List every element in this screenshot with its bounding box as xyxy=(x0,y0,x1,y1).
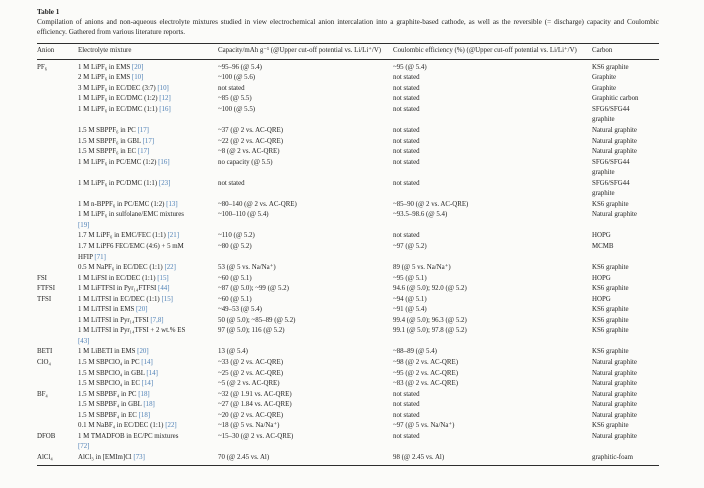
anion-cell xyxy=(37,231,78,242)
data-table xyxy=(37,43,659,466)
anion-cell xyxy=(37,400,78,411)
anion-cell xyxy=(37,147,78,158)
efficiency-cell: ~83 (@ 2 vs. AC-QRE) xyxy=(393,380,459,388)
electrolyte-cell: 1 M LiPF₆ in EMS [20] xyxy=(78,63,144,71)
anion-cell: ClO₄ xyxy=(37,359,51,367)
anion-cell xyxy=(37,421,78,432)
col-header-efficiency: Coulombic efficiency (%) (@Upper cut-off potential vs. Li/Li⁺/V) xyxy=(393,47,577,55)
table-row xyxy=(37,347,659,358)
table-row xyxy=(37,379,659,390)
electrolyte-cell: 1.5 M SBPBF₄ in PC [18] xyxy=(78,390,150,398)
table-row xyxy=(37,231,659,242)
carbon-cell: HOPG xyxy=(592,295,611,303)
carbon-cell: Natural graphite xyxy=(592,390,637,398)
citation-link[interactable]: [44] xyxy=(158,285,170,293)
carbon-cell: Natural graphite xyxy=(592,359,637,367)
efficiency-cell: not stated xyxy=(393,126,420,134)
efficiency-cell: ~98 (@ 2 vs. AC-QRE) xyxy=(393,359,459,367)
citation-link[interactable]: [14] xyxy=(141,359,153,367)
citation-link[interactable]: [71] xyxy=(94,253,106,261)
citation-link[interactable]: [22] xyxy=(165,422,177,430)
citation-link[interactable]: [15] xyxy=(161,295,173,303)
efficiency-cell: not stated xyxy=(393,401,420,409)
citation-link[interactable]: [15] xyxy=(157,274,169,282)
carbon-cell: KS6 graphite xyxy=(592,285,629,293)
capacity-cell: ~32 (@ 1.91 vs. AC-QRE) xyxy=(218,390,292,398)
efficiency-cell: not stated xyxy=(393,137,420,145)
anion-cell xyxy=(37,379,78,390)
table-row xyxy=(37,284,659,295)
citation-link[interactable]: [18] xyxy=(138,411,151,419)
col-header-electrolyte: Electrolyte mixture xyxy=(78,47,132,55)
carbon-cell: Graphitic carbon xyxy=(592,95,639,103)
capacity-cell: ~5 (@ 2 vs. AC-QRE) xyxy=(218,380,280,388)
efficiency-cell: not stated xyxy=(393,179,420,187)
efficiency-cell: 99.1 (@ 5.0); 97.8 (@ 5.2) xyxy=(393,327,467,335)
efficiency-cell: not stated xyxy=(393,74,420,82)
carbon-cell: Natural graphite xyxy=(592,211,637,219)
capacity-cell: ~8 (@ 2 vs. AC-QRE) xyxy=(218,148,280,156)
citation-link[interactable]: [23] xyxy=(158,179,171,187)
citation-link[interactable]: [18] xyxy=(143,401,155,409)
citation-link[interactable]: [20] xyxy=(131,63,144,71)
electrolyte-cell: 1 M LiPF₆ in sulfolane/EMC mixtures [19] xyxy=(78,211,184,229)
citation-link[interactable]: [72] xyxy=(78,443,90,451)
carbon-cell: Graphite xyxy=(592,84,617,92)
table-row xyxy=(37,453,659,466)
table-row xyxy=(37,147,659,158)
anion-cell xyxy=(37,369,78,380)
carbon-cell: Natural graphite xyxy=(592,148,637,156)
carbon-cell: Natural graphite xyxy=(592,137,637,145)
electrolyte-cell: 1 M LiTFSI in EC/DEC (1:1) [15] xyxy=(78,295,173,303)
capacity-cell: ~20 (@ 2 vs. AC-QRE) xyxy=(218,411,284,419)
electrolyte-cell: 1 M LiTFSI in Pyr₁₄TFSI + 2 wt.% ES [43] xyxy=(78,327,186,345)
electrolyte-cell: 1.5 M SBPBF₄ in GBL [18] xyxy=(78,401,155,409)
electrolyte-cell: 0.5 M NaPF₆ in EC/DEC (1:1) [22] xyxy=(78,264,176,272)
carbon-cell: KS6 graphite xyxy=(592,327,629,335)
efficiency-cell: not stated xyxy=(393,84,420,92)
header-row xyxy=(37,44,659,60)
anion-cell xyxy=(37,210,78,231)
efficiency-cell: ~95 (@ 5.1) xyxy=(393,274,427,282)
carbon-cell: KS6 graphite xyxy=(592,348,629,356)
carbon-cell: Natural graphite xyxy=(592,432,637,440)
anion-cell xyxy=(37,305,78,316)
citation-link[interactable]: [17] xyxy=(142,137,155,145)
capacity-cell: 97 (@ 5.0); 116 (@ 5.2) xyxy=(218,327,285,335)
capacity-cell: 13 (@ 5.4) xyxy=(218,348,248,356)
efficiency-cell: 94.6 (@ 5.0); 92.0 (@ 5.2) xyxy=(393,285,467,293)
table-row xyxy=(37,137,659,148)
citation-link[interactable]: [14] xyxy=(141,380,154,388)
citation-link[interactable]: [14] xyxy=(146,369,158,377)
col-header-anion: Anion xyxy=(37,47,55,55)
carbon-cell: KS6 graphite xyxy=(592,422,629,430)
electrolyte-cell: 1 M LiPF₆ in EC/DMC (1:1) [16] xyxy=(78,105,171,113)
electrolyte-cell: 1.5 M SBPPF₆ in PC [17] xyxy=(78,126,149,134)
capacity-cell: ~18 (@ 5 vs. Na/Na⁺) xyxy=(218,422,280,430)
table-row xyxy=(37,84,659,95)
efficiency-cell: not stated xyxy=(393,148,420,156)
electrolyte-cell: 1.5 M SBPClO₄ in PC [14] xyxy=(78,359,153,367)
anion-cell: PF₆ xyxy=(37,63,48,71)
carbon-cell: HOPG xyxy=(592,274,611,282)
anion-cell: BF₄ xyxy=(37,390,48,398)
anion-cell xyxy=(37,84,78,95)
table-row xyxy=(37,179,659,200)
paper-table-region xyxy=(37,8,659,466)
table-body xyxy=(37,60,659,466)
anion-cell xyxy=(37,411,78,422)
capacity-cell: ~25 (@ 2 vs. AC-QRE) xyxy=(218,369,284,377)
citation-link[interactable]: [43] xyxy=(78,337,90,345)
capacity-cell: ~80–140 (@ 2 vs. AC-QRE) xyxy=(218,200,297,208)
table-row xyxy=(37,73,659,84)
table-row xyxy=(37,263,659,274)
anion-cell: FSI xyxy=(37,274,47,282)
efficiency-cell: ~91 (@ 5.4) xyxy=(393,306,427,314)
table-row xyxy=(37,210,659,231)
col-header-carbon: Carbon xyxy=(592,47,613,55)
citation-link[interactable]: [16] xyxy=(159,105,171,113)
citation-link[interactable]: [16] xyxy=(158,158,170,166)
capacity-cell: ~87 (@ 5.0); ~99 (@ 5.2) xyxy=(218,285,289,293)
efficiency-cell: ~88–89 (@ 5.4) xyxy=(393,348,437,356)
electrolyte-cell: 1 M LiFTFSI in Pyr₁₄FTFSI [44] xyxy=(78,285,170,293)
efficiency-cell: not stated xyxy=(393,232,420,240)
table-caption: Compilation of anions and non-aqueous electrolyte mixtures studied in view electrochemical anion intercalation into a graphite-based cathode, as well as the reversible (= discharge) capacity and Coulombic efficiency. Gathered from various literature reports. xyxy=(37,18,659,36)
efficiency-cell: ~85–90 (@ 2 vs. AC-QRE) xyxy=(393,200,469,208)
efficiency-cell: 89 (@ 5 vs. Na/Na⁺) xyxy=(393,264,451,272)
table-row xyxy=(37,105,659,126)
citation-link[interactable]: [12] xyxy=(159,95,171,103)
table-row xyxy=(37,326,659,347)
citation-link[interactable]: [18] xyxy=(138,390,150,398)
electrolyte-cell: 1.5 M SBPBF₄ in EC [18] xyxy=(78,411,151,419)
anion-cell xyxy=(37,158,78,179)
electrolyte-cell: 0.1 M NaBF₄ in EC/DEC (1:1) [22] xyxy=(78,422,177,430)
table-row xyxy=(37,126,659,137)
capacity-cell: no capacity (@ 5.5) xyxy=(218,158,273,166)
efficiency-cell: ~93.5–98.6 (@ 5.4) xyxy=(393,211,448,219)
electrolyte-cell: 1.5 M SBPPF₆ in GBL [17] xyxy=(78,137,155,145)
table-row xyxy=(37,60,659,74)
anion-cell xyxy=(37,326,78,347)
electrolyte-cell: 1 M TMADFOB in EC/PC mixtures [72] xyxy=(78,432,179,451)
anion-cell xyxy=(37,137,78,148)
capacity-cell: ~37 (@ 2 vs. AC-QRE) xyxy=(218,126,284,134)
carbon-cell: SFG6/SFG44 graphite xyxy=(592,158,630,177)
capacity-cell: ~49–53 (@ 5.4) xyxy=(218,306,262,314)
anion-cell: TFSI xyxy=(37,295,52,303)
table-row xyxy=(37,295,659,306)
capacity-cell: ~95–96 (@ 5.4) xyxy=(218,63,262,71)
efficiency-cell: ~95 (@ 2 vs. AC-QRE) xyxy=(393,369,459,377)
table-header xyxy=(37,44,659,60)
efficiency-cell: not stated xyxy=(393,411,420,419)
carbon-cell: graphitic-foam xyxy=(592,453,633,461)
carbon-cell: SFG6/SFG44 graphite xyxy=(592,179,630,198)
anion-cell xyxy=(37,94,78,105)
carbon-cell: KS6 graphite xyxy=(592,63,629,71)
electrolyte-cell: 2 M LiPF₆ in EMS [10] xyxy=(78,74,144,82)
carbon-cell: Natural graphite xyxy=(592,369,637,377)
efficiency-cell: not stated xyxy=(393,158,420,166)
efficiency-cell: ~97 (@ 5 vs. Na/Na⁺) xyxy=(393,422,455,430)
citation-link[interactable]: [7,8] xyxy=(150,316,164,324)
citation-link[interactable]: [73] xyxy=(133,453,145,461)
capacity-cell: not stated xyxy=(218,84,245,92)
efficiency-cell: 99.4 (@ 5.0); 96.3 (@ 5.2) xyxy=(393,316,467,324)
table-row xyxy=(37,390,659,401)
capacity-cell: ~33 (@ 2 vs. AC-QRE) xyxy=(218,359,284,367)
anion-cell xyxy=(37,200,78,211)
electrolyte-cell: 3 M LiPF₆ in EC/DEC (3:7) [10] xyxy=(78,84,169,92)
capacity-cell: ~60 (@ 5.1) xyxy=(218,274,252,282)
capacity-cell: ~27 (@ 1.84 vs. AC-QRE) xyxy=(218,401,292,409)
anion-cell: BETI xyxy=(37,348,53,356)
electrolyte-cell: 1.7 M LiPF₆ in EMC/FEC (1:1) [21] xyxy=(78,232,179,240)
electrolyte-cell: 1 M LiFSI in EC/DEC (1:1) [15] xyxy=(78,274,169,282)
carbon-cell: Natural graphite xyxy=(592,126,637,134)
electrolyte-cell: 1 M LiTFSI in EMS [20] xyxy=(78,306,148,314)
citation-link[interactable]: [22] xyxy=(164,264,176,272)
table-row xyxy=(37,242,659,263)
carbon-cell: Natural graphite xyxy=(592,380,637,388)
electrolyte-cell: 1.5 M SBPClO₄ in GBL [14] xyxy=(78,369,158,377)
capacity-cell: ~100 (@ 5.5) xyxy=(218,105,256,113)
efficiency-cell: not stated xyxy=(393,432,420,440)
table-row xyxy=(37,158,659,179)
table-row xyxy=(37,200,659,211)
efficiency-cell: not stated xyxy=(393,390,420,398)
anion-cell xyxy=(37,126,78,137)
carbon-cell: Graphite xyxy=(592,74,617,82)
anion-cell xyxy=(37,242,78,263)
citation-link[interactable]: [17] xyxy=(137,148,150,156)
anion-cell: AlCl₄ xyxy=(37,453,53,461)
table-row xyxy=(37,411,659,422)
citation-link[interactable]: [21] xyxy=(167,232,179,240)
capacity-cell: ~60 (@ 5.1) xyxy=(218,295,252,303)
capacity-cell: ~80 (@ 5.2) xyxy=(218,243,252,250)
anion-cell: DFOB xyxy=(37,432,56,440)
citation-link[interactable]: [10] xyxy=(131,74,144,82)
capacity-cell: ~85 (@ 5.5) xyxy=(218,95,252,103)
carbon-cell: KS6 graphite xyxy=(592,316,629,324)
capacity-cell: ~100 (@ 5.6) xyxy=(218,74,256,82)
carbon-cell: MCMB xyxy=(592,243,614,250)
carbon-cell: KS6 graphite xyxy=(592,264,629,272)
efficiency-cell: ~94 (@ 5.1) xyxy=(393,295,427,303)
electrolyte-cell: 1.5 M SBPClO₄ in EC [14] xyxy=(78,380,154,388)
table-row xyxy=(37,400,659,411)
capacity-cell: ~110 (@ 5.2) xyxy=(218,232,255,240)
efficiency-cell: ~97 (@ 5.2) xyxy=(393,243,427,250)
carbon-cell: KS6 graphite xyxy=(592,200,629,208)
citation-link[interactable]: [13] xyxy=(166,200,178,208)
anion-cell xyxy=(37,179,78,200)
capacity-cell: ~22 (@ 2 vs. AC-QRE) xyxy=(218,137,284,145)
electrolyte-cell: 1.7 M LiPF6 FEC/EMC (4:6) + 5 mM HFIP [71] xyxy=(78,243,184,261)
anion-cell: FTFSI xyxy=(37,285,56,293)
citation-link[interactable]: [20] xyxy=(137,348,149,356)
table-row xyxy=(37,316,659,327)
electrolyte-cell: 1 M LiPF₆ in PC/DMC (1:1) [23] xyxy=(78,179,171,187)
table-row xyxy=(37,369,659,380)
citation-link[interactable]: [10] xyxy=(157,84,169,92)
carbon-cell: Natural graphite xyxy=(592,401,637,409)
anion-cell xyxy=(37,263,78,274)
citation-link[interactable]: [19] xyxy=(78,221,90,229)
capacity-cell: ~15–30 (@ 2 vs. AC-QRE) xyxy=(218,432,294,440)
table-row xyxy=(37,274,659,285)
carbon-cell: HOPG xyxy=(592,232,611,240)
efficiency-cell: not stated xyxy=(393,105,420,113)
carbon-cell: SFG6/SFG44 graphite xyxy=(592,105,630,124)
table-label: Table 1 xyxy=(37,8,60,16)
electrolyte-cell: AlCl₃ in [EMIm]Cl [73] xyxy=(78,453,145,461)
efficiency-cell: ~95 (@ 5.4) xyxy=(393,63,427,71)
electrolyte-cell: 1 M LiPF₆ in PC/EMC (1:2) [16] xyxy=(78,158,170,166)
anion-cell xyxy=(37,316,78,327)
electrolyte-cell: 1 M LiPF₆ in EC/DMC (1:2) [12] xyxy=(78,95,171,103)
table-row xyxy=(37,305,659,316)
table-row xyxy=(37,432,659,453)
carbon-cell: Natural graphite xyxy=(592,411,637,419)
electrolyte-cell: 1 M n-BPPF₆ in PC/EMC (1:2) [13] xyxy=(78,200,178,208)
citation-link[interactable]: [20] xyxy=(136,306,148,314)
electrolyte-cell: 1 M LiTFSI in Pyr₁₄TFSI [7,8] xyxy=(78,316,164,324)
anion-cell xyxy=(37,73,78,84)
table-row xyxy=(37,358,659,369)
electrolyte-cell: 1 M LiBETI in EMS [20] xyxy=(78,348,149,356)
citation-link[interactable]: [17] xyxy=(137,126,149,134)
efficiency-cell: not stated xyxy=(393,95,420,103)
capacity-cell: 50 (@ 5.0); ~85–89 (@ 5.2) xyxy=(218,316,296,324)
col-header-capacity: Capacity/mAh g⁻¹ (@Upper cut-off potential vs. Li/Li⁺/V) xyxy=(218,47,382,55)
anion-cell xyxy=(37,105,78,126)
efficiency-cell: 98 (@ 2.45 vs. Al) xyxy=(393,453,445,461)
table-row xyxy=(37,94,659,105)
capacity-cell: 70 (@ 2.45 vs. Al) xyxy=(218,453,270,461)
capacity-cell: 53 (@ 5 vs. Na/Na⁺) xyxy=(218,264,276,272)
capacity-cell: not stated xyxy=(218,179,245,187)
carbon-cell: KS6 graphite xyxy=(592,306,629,314)
electrolyte-cell: 1.5 M SBPPF₆ in EC [17] xyxy=(78,148,150,156)
table-row xyxy=(37,421,659,432)
capacity-cell: ~100–110 (@ 5.4) xyxy=(218,211,269,219)
